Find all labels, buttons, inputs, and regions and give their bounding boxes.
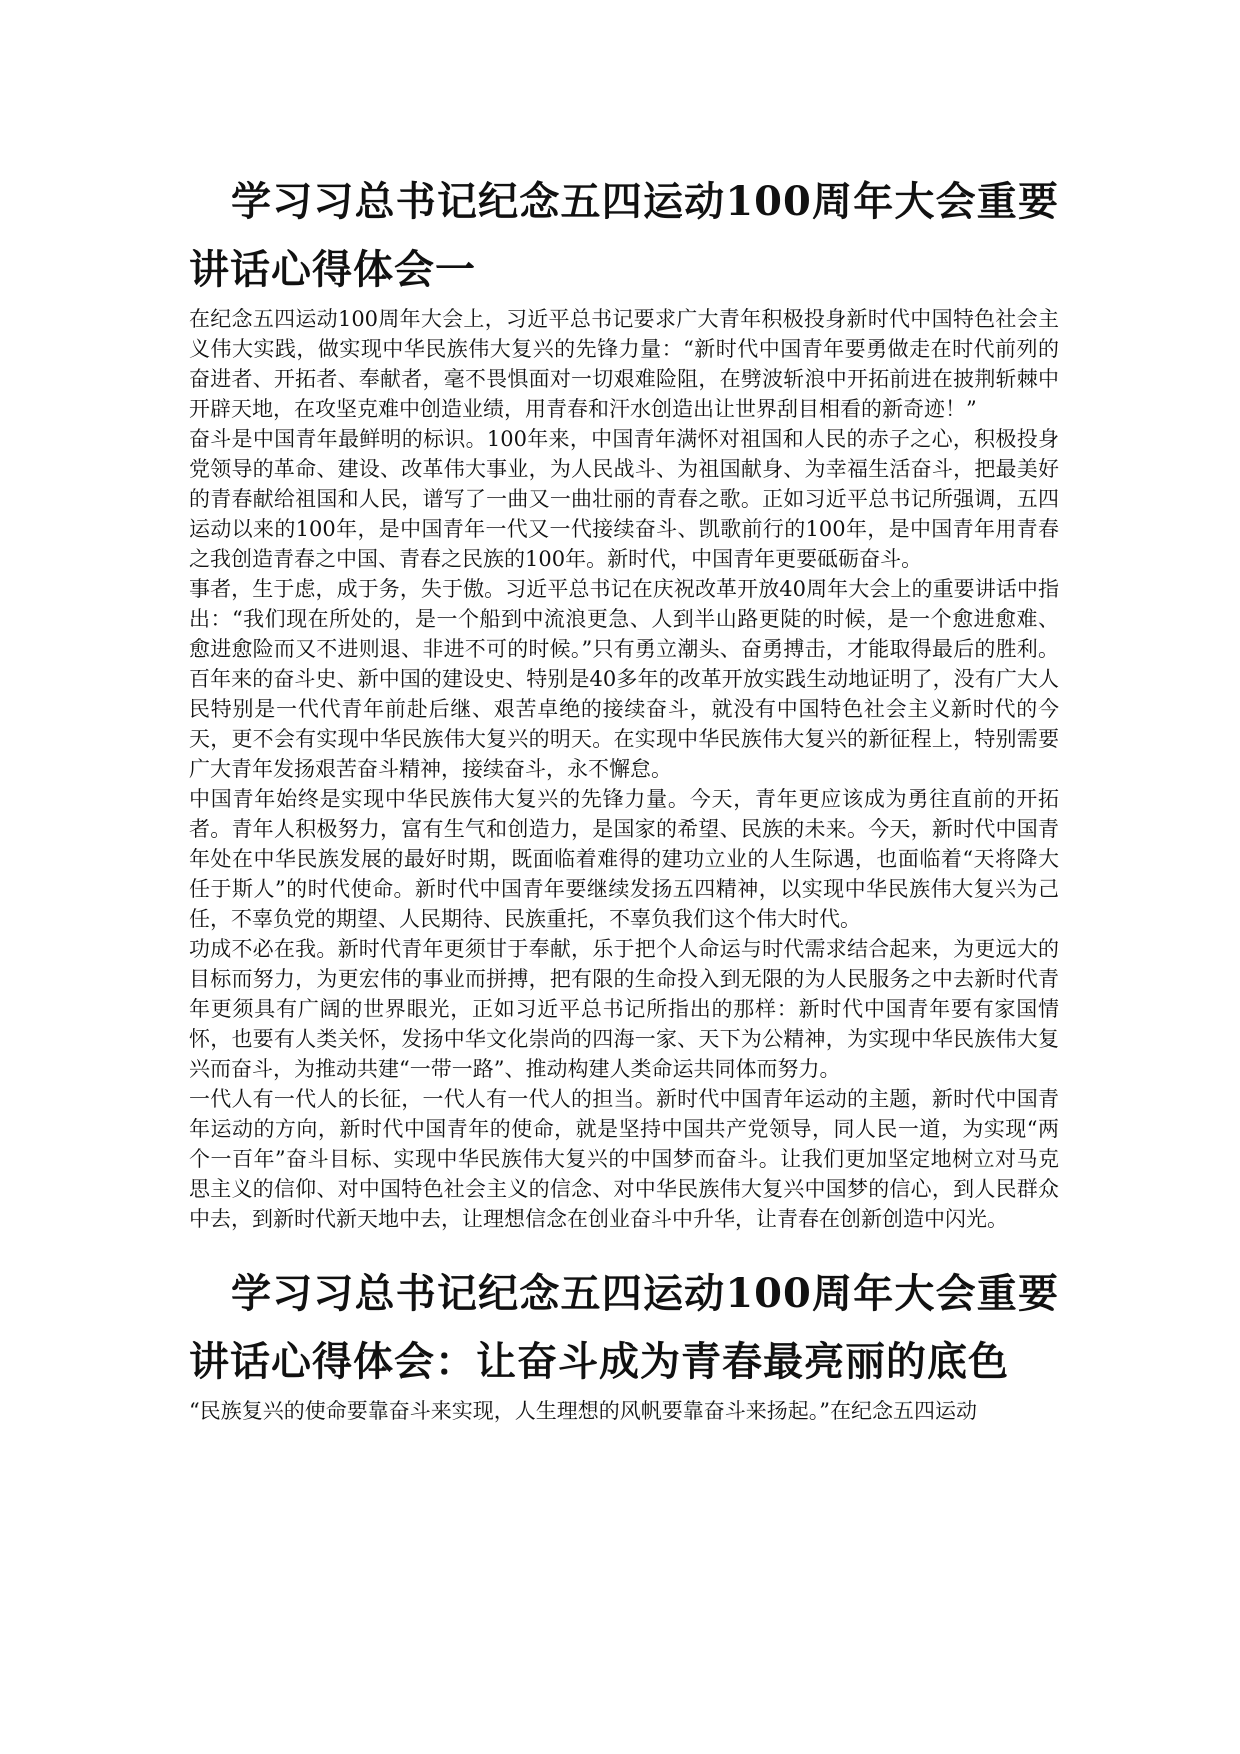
document-body	[189, 168, 1059, 1426]
section-1-paragraph-3: 事者，生于虑，成于务，失于傲。习近平总书记在庆祝改革开放40周年大会上的重要讲话中指出：“我们现在所处的，是一个船到中流浪更急、人到半山路更陡的时候，是一个愈进愈难、愈进愈险而又不进则退、非进不可的时候。”只有勇立潮头、奋勇搏击，才能取得最后的胜利。百年来的奋斗史、新中国的建设史、特别是40多年的改革开放实践生动地证明了，没有广大人民特别是一代代青年前赴后继、艰苦卓绝的接续奋斗，就没有中国特色社会主义新时代的今天，更不会有实现中华民族伟大复兴的明天。在实现中华民族伟大复兴的新征程上，特别需要广大青年发扬艰苦奋斗精神，接续奋斗，永不懈怠。	[189, 577, 1059, 781]
section-1-paragraph-5: 功成不必在我。新时代青年更须甘于奉献，乐于把个人命运与时代需求结合起来，为更远大的目标而努力，为更宏伟的事业而拼搏，把有限的生命投入到无限的为人民服务之中去新时代青年更须具有广阔的世界眼光，正如习近平总书记所指出的那样：新时代中国青年要有家国情怀，也要有人类关怀，发扬中华文化崇尚的四海一家、天下为公精神，为实现中华民族伟大复兴而奋斗，为推动共建“一带一路”、推动构建人类命运共同体而努力。	[189, 937, 1059, 1081]
section-1-title: 学习习总书记纪念五四运动100周年大会重要讲话心得体会一	[189, 178, 1059, 293]
section-2-title: 学习习总书记纪念五四运动100周年大会重要讲话心得体会：让奋斗成为青春最亮丽的底色	[189, 1270, 1059, 1385]
section-1-paragraph-4: 中国青年始终是实现中华民族伟大复兴的先锋力量。今天，青年更应该成为勇往直前的开拓者。青年人积极努力，富有生气和创造力，是国家的希望、民族的未来。今天，新时代中国青年处在中华民族发展的最好时期，既面临着难得的建功立业的人生际遇，也面临着“天将降大任于斯人”的时代使命。新时代中国青年要继续发扬五四精神，以实现中华民族伟大复兴为己任，不辜负党的期望、人民期待、民族重托，不辜负我们这个伟大时代。	[189, 787, 1059, 931]
section-spacer	[189, 1234, 1059, 1260]
section-2-paragraph-1: “民族复兴的使命要靠奋斗来实现，人生理想的风帆要靠奋斗来扬起。”在纪念五四运动	[189, 1399, 977, 1423]
section-1-paragraph-6: 一代人有一代人的长征，一代人有一代人的担当。新时代中国青年运动的主题，新时代中国青年运动的方向，新时代中国青年的使命，就是坚持中国共产党领导，同人民一道，为实现“两个一百年”奋斗目标、实现中华民族伟大复兴的中国梦而奋斗。让我们更加坚定地树立对马克思主义的信仰、对中国特色社会主义的信念、对中华民族伟大复兴中国梦的信心，到人民群众中去，到新时代新天地中去，让理想信念在创业奋斗中升华，让青春在创新创造中闪光。	[189, 1087, 1059, 1231]
section-1-paragraph-2: 奋斗是中国青年最鲜明的标识。100年来，中国青年满怀对祖国和人民的赤子之心，积极投身党领导的革命、建设、改革伟大事业，为人民战斗、为祖国献身、为幸福生活奋斗，把最美好的青春献给祖国和人民，谱写了一曲又一曲壮丽的青春之歌。正如习近平总书记所强调，五四运动以来的100年，是中国青年一代又一代接续奋斗、凯歌前行的100年，是中国青年用青春之我创造青春之中国、青春之民族的100年。新时代，中国青年更要砥砺奋斗。	[189, 427, 1059, 571]
section-1-paragraph-1: 在纪念五四运动100周年大会上，习近平总书记要求广大青年积极投身新时代中国特色社会主义伟大实践，做实现中华民族伟大复兴的先锋力量：“新时代中国青年要勇做走在时代前列的奋进者、开拓者、奉献者，毫不畏惧面对一切艰难险阻，在劈波斩浪中开拓前进在披荆斩棘中开辟天地，在攻坚克难中创造业绩，用青春和汗水创造出让世界刮目相看的新奇迹！”	[189, 307, 1059, 421]
